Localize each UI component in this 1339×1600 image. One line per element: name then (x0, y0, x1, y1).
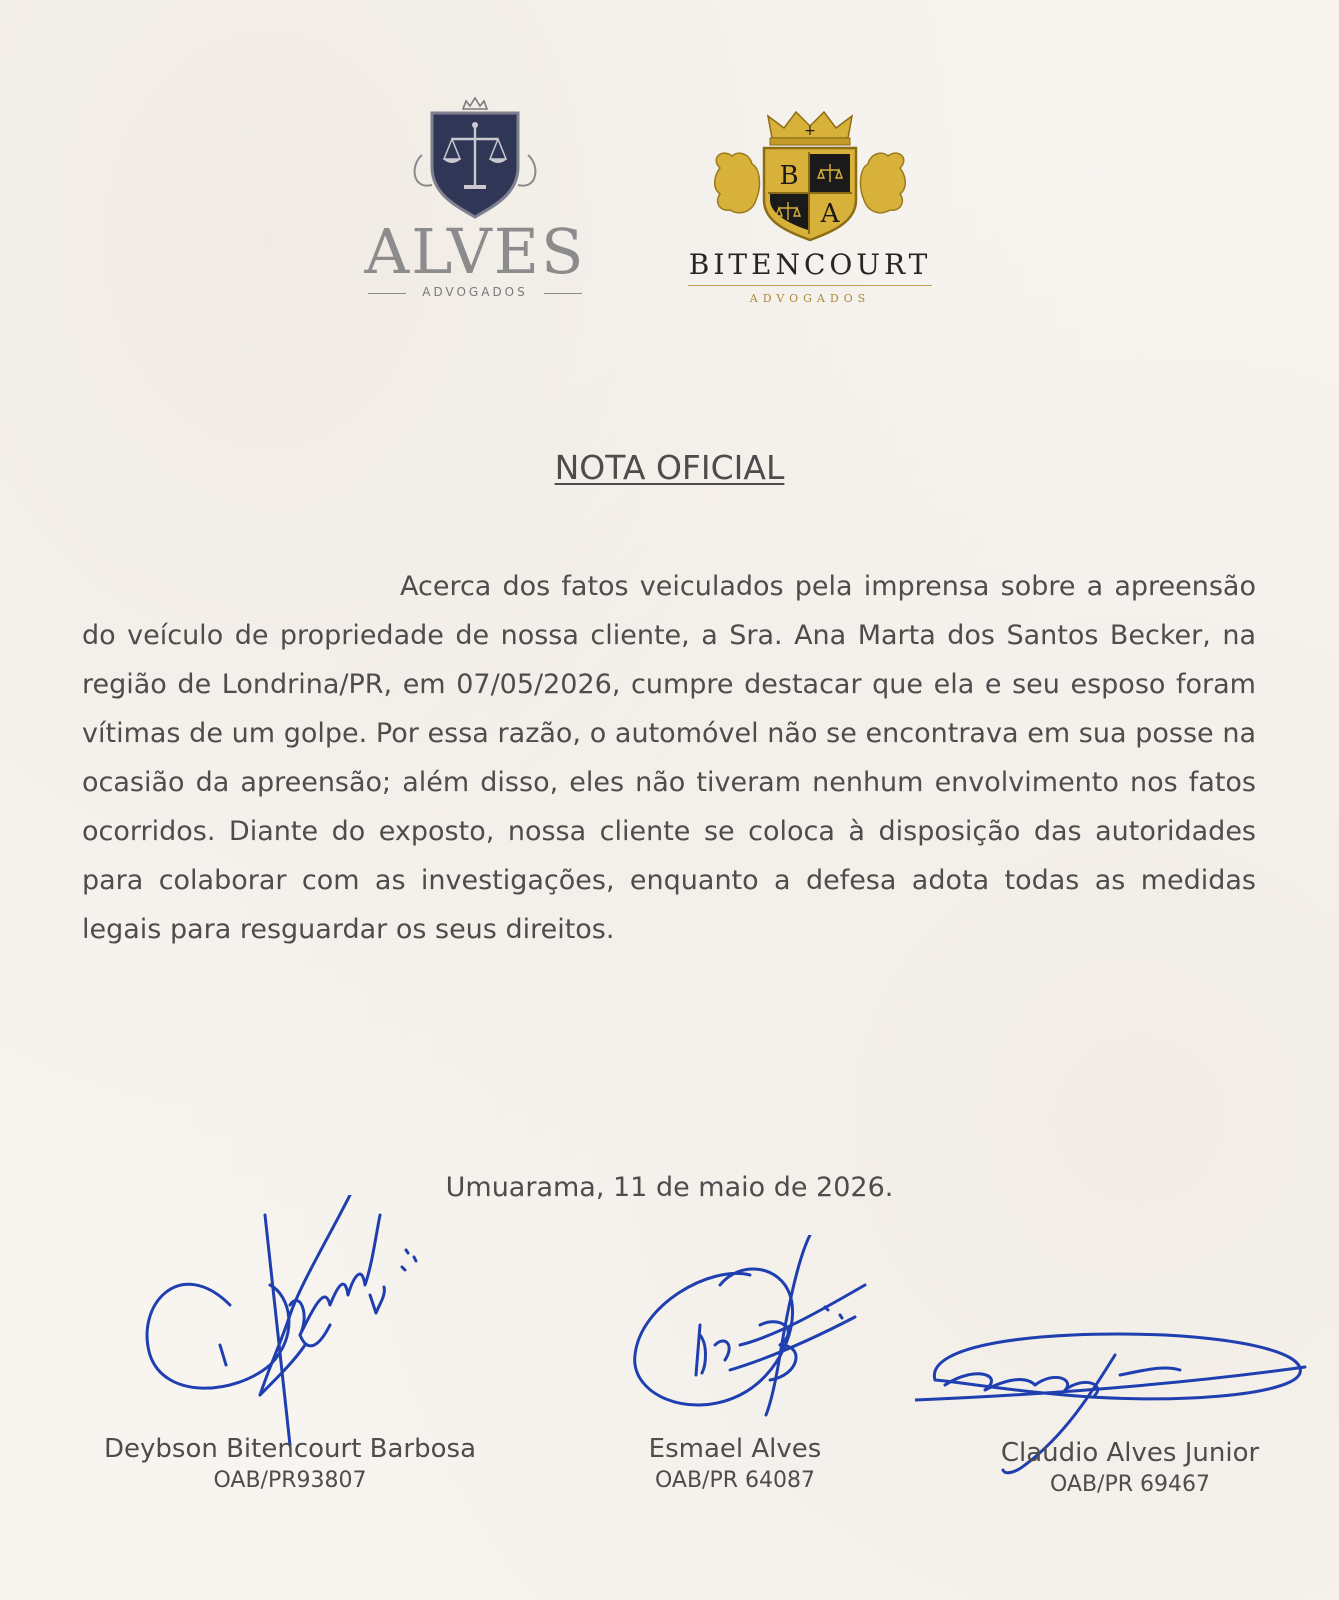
bitencourt-wordmark: BITENCOURT (688, 248, 932, 281)
signature-esmael (630, 1235, 890, 1425)
crest-letter-a: A (820, 199, 840, 229)
signatory-2 (590, 1432, 880, 1496)
divider (688, 285, 932, 286)
signatory-name: Deybson Bitencourt Barbosa (103, 1434, 476, 1464)
signatory-3 (950, 1436, 1310, 1500)
signatory-oab: OAB/PR 64087 (654, 1468, 815, 1493)
signatory-1 (60, 1432, 520, 1496)
alves-subtitle-row (368, 285, 582, 301)
signatory-oab: OAB/PR93807 (213, 1468, 367, 1493)
bitencourt-subtitle: ADVOGADOS (749, 292, 871, 305)
signature-deybson (140, 1195, 440, 1465)
document-date-line: Umuarama, 11 de maio de 2026. (445, 1172, 894, 1203)
svg-text:+: + (804, 123, 816, 139)
bitencourt-advogados-logo (680, 108, 940, 313)
signatory-oab: OAB/PR 69467 (1049, 1472, 1210, 1497)
scales-of-justice-shield-icon (360, 95, 590, 220)
alves-wordmark: ALVES (364, 215, 586, 288)
divider (544, 293, 582, 294)
document-body: Acerca dos fatos veiculados pela imprensa sobre a apreensão do veículo de propriedade de nossa cliente, a Sra. Ana Marta dos Santos Becker, na região de Londrina/PR, em 07/05/2026, cumpre destacar que ela e seu esposo foram vítimas de um golpe. Por essa razão, o automóvel não se encontrava em sua posse na ocasião da apreensão; além disso, eles não tiveram nenhum envolvimento nos fatos ocorridos. Diante do exposto, nossa cliente se coloca à disposição das autoridades para colaborar com as investigações, enquanto a defesa adota todas as medidas legais para resguardar os seus direitos. (82, 571, 1256, 945)
crest-letter-b: B (779, 161, 799, 191)
alves-advogados-logo (360, 95, 590, 310)
alves-subtitle: ADVOGADOS (422, 285, 528, 299)
signatory-name: Claudio Alves Junior (1000, 1438, 1260, 1468)
document-title: NOTA OFICIAL (554, 448, 785, 487)
crest-lions-crown-icon (680, 108, 940, 243)
signatory-name: Esmael Alves (648, 1434, 822, 1464)
